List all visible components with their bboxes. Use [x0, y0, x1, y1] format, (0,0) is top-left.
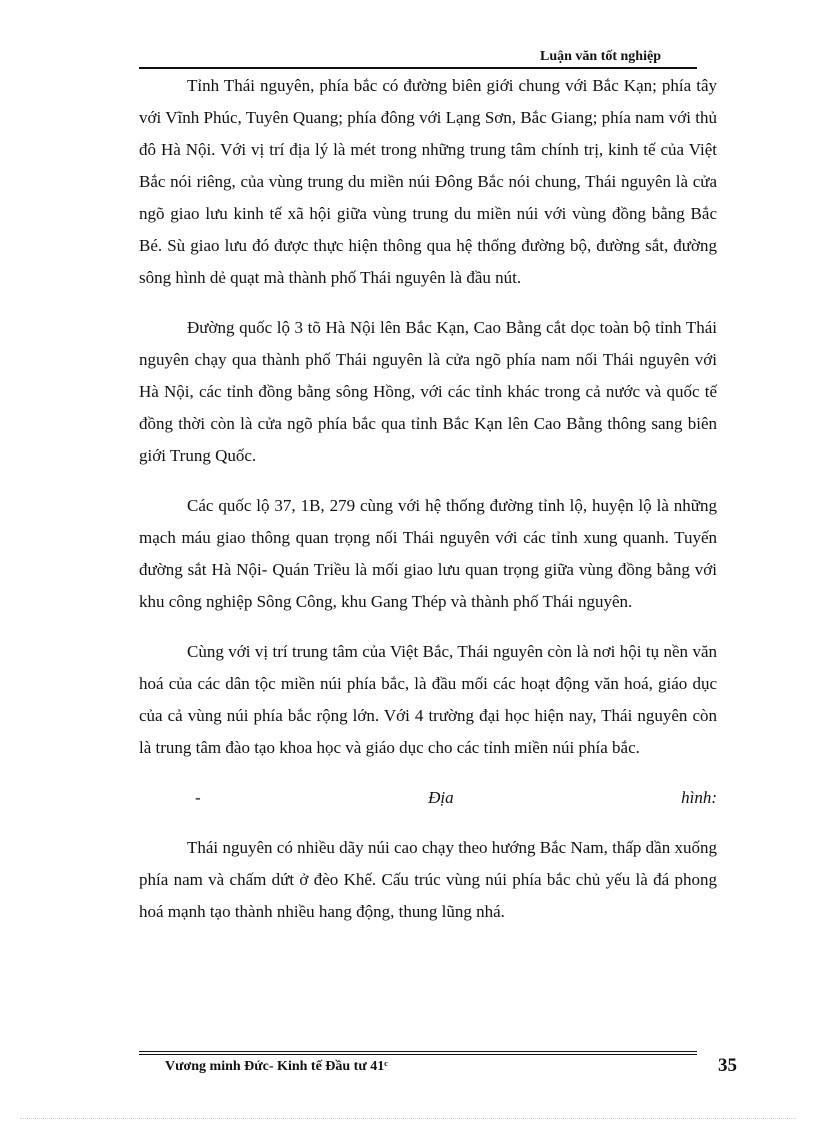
page-number: 35 — [718, 1055, 737, 1076]
heading-dash: - — [195, 788, 201, 807]
footer-rule-top — [139, 1051, 697, 1052]
footer-author: Vương minh Đức- Kinh tế Đầu tư 41ᶜ — [165, 1059, 388, 1074]
footer-rule-bottom — [139, 1054, 697, 1055]
header-rule — [139, 67, 697, 69]
page-edge-dotted-line — [20, 1118, 796, 1119]
heading-word-hinh: hình: — [681, 788, 717, 807]
section-heading-terrain — [139, 782, 717, 814]
paragraph-terrain: Thái nguyên có nhiều dãy núi cao chạy theo hướng Bắc Nam, thấp dần xuống phía nam và chấm dứt ở đèo Khế. Cấu trúc vùng núi phía bắc chủ yếu là đá phong hoá mạnh tạo thành nhiều hang động, thung lũng nhá. — [139, 838, 717, 921]
running-header-title: Luận văn tốt nghiệp — [540, 49, 661, 64]
document-body — [139, 70, 717, 946]
heading-word-dia: Địa — [428, 788, 454, 807]
paragraph-culture-education: Cùng với vị trí trung tâm của Việt Bắc, Thái nguyên còn là nơi hội tụ nền văn hoá của các dân tộc miền núi phía bắc, là đầu mối các hoạt động văn hoá, giáo dục của cả vùng núi phía bắc rộng lớn. Với 4 trường đại học hiện nay, Thái nguyên còn là trung tâm đào tạo khoa học và giáo dục cho các tỉnh miền núi phía bắc. — [139, 642, 717, 757]
paragraph-national-roads: Các quốc lộ 37, 1B, 279 cùng với hệ thống đường tỉnh lộ, huyện lộ là những mạch máu giao thông quan trọng nối Thái nguyên với các tỉnh xung quanh. Tuyến đường sắt Hà Nội- Quán Triều là mối giao lưu quan trọng giữa vùng đồng bằng với khu công nghiệp Sông Công, khu Gang Thép và thành phố Thái nguyên. — [139, 496, 717, 611]
paragraph-location: Tỉnh Thái nguyên, phía bắc có đường biên giới chung với Bắc Kạn; phía tây với Vĩnh Phúc, Tuyên Quang; phía đông với Lạng Sơn, Bắc Giang; phía nam với thủ đô Hà Nội. Với vị trí địa lý là mét trong những trung tâm chính trị, kinh tế của Việt Bắc nói riêng, của vùng trung du miền núi Đông Bắc nói chung, Thái nguyên là cửa ngõ giao lưu kinh tế xã hội giữa vùng trung du miền núi với vùng đồng bằng Bắc Bé. Sù giao lưu đó được thực hiện thông qua hệ thống đường bộ, đường sắt, đường sông hình dẻ quạt mà thành phố Thái nguyên là đầu nút. — [139, 76, 717, 287]
paragraph-highway-3: Đường quốc lộ 3 tõ Hà Nội lên Bắc Kạn, Cao Bằng cắt dọc toàn bộ tỉnh Thái nguyên chạy qua thành phố Thái nguyên là cửa ngõ phía nam nối Thái nguyên với Hà Nội, các tỉnh đồng bằng sông Hồng, với các tỉnh khác trong cả nước và quốc tế đồng thời còn là cửa ngõ phía bắc qua tỉnh Bắc Kạn lên Cao Bằng thông sang biên giới Trung Quốc. — [139, 318, 717, 465]
